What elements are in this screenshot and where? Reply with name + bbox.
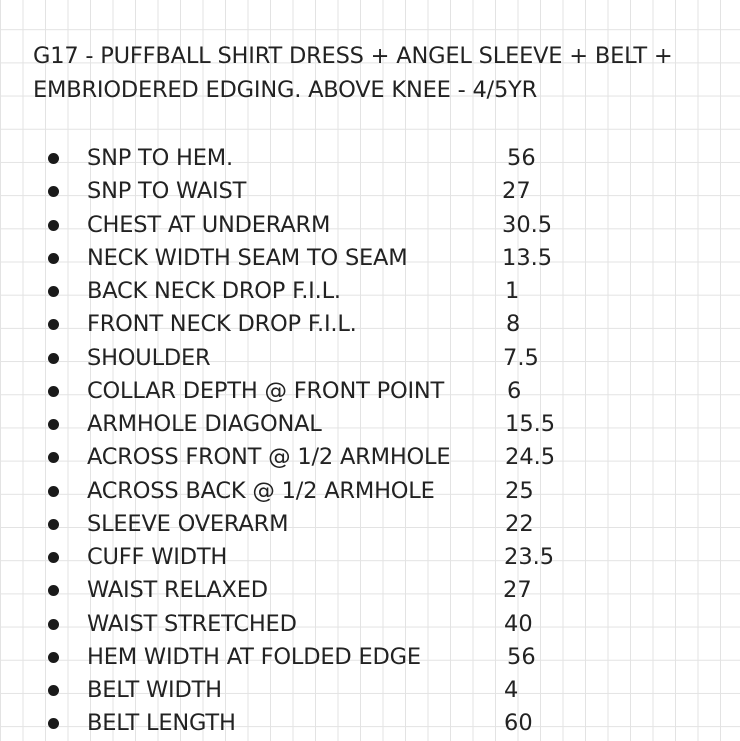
bullet-icon — [48, 486, 59, 497]
document-title — [33, 40, 723, 107]
bullet-icon — [48, 685, 59, 696]
measurement-label: ACROSS FRONT @ 1/2 ARMHOLE — [87, 444, 451, 471]
measurement-value: 40 — [504, 610, 533, 637]
measurement-label: CUFF WIDTH — [87, 544, 228, 570]
measurement-label: ACROSS BACK @ 1/2 ARMHOLE — [87, 477, 435, 504]
list-item — [0, 674, 740, 707]
bullet-icon — [48, 220, 59, 231]
measurement-value: 15.5 — [505, 411, 556, 437]
list-item — [0, 541, 740, 574]
measurement-value: 22 — [505, 510, 534, 537]
bullet-icon — [48, 652, 59, 663]
list-item — [0, 608, 740, 641]
measurement-label: ARMHOLE DIAGONAL — [87, 411, 322, 437]
measurement-value: 27 — [502, 178, 531, 205]
bullet-icon — [48, 519, 59, 530]
measurement-label: SNP TO WAIST — [87, 178, 247, 205]
measurement-value: 24.5 — [505, 444, 556, 471]
bullet-icon — [48, 286, 59, 297]
title-line-1: G17 - PUFFBALL SHIRT DRESS + ANGEL SLEEVE + BELT + — [33, 43, 673, 69]
measurement-label: SHOULDER — [87, 344, 211, 371]
list-item — [0, 574, 740, 607]
measurement-label: BELT WIDTH — [87, 677, 222, 703]
bullet-icon — [48, 386, 59, 397]
bullet-icon — [48, 552, 59, 563]
measurement-value: 56 — [507, 145, 536, 171]
list-item — [0, 242, 740, 275]
list-item — [0, 209, 740, 242]
measurement-label: NECK WIDTH SEAM TO SEAM — [87, 244, 408, 271]
measurement-value: 27 — [503, 577, 532, 604]
list-item — [0, 308, 740, 341]
list-item — [0, 408, 740, 441]
measurement-label: WAIST RELAXED — [87, 577, 268, 604]
list-item — [0, 175, 740, 208]
bullet-icon — [48, 619, 59, 630]
title-line-2: EMBRIODERED EDGING. ABOVE KNEE - 4/5YR — [33, 76, 538, 103]
measurement-label: WAIST STRETCHED — [87, 610, 297, 637]
measurement-label: BELT LENGTH — [87, 710, 236, 737]
list-item — [0, 475, 740, 508]
bullet-icon — [48, 353, 59, 364]
measurement-label: FRONT NECK DROP F.I.L. — [87, 311, 357, 338]
list-item — [0, 375, 740, 408]
bullet-icon — [48, 585, 59, 596]
measurement-label: SNP TO HEM. — [87, 145, 233, 171]
measurement-label: SLEEVE OVERARM — [87, 510, 289, 537]
measurement-label: BACK NECK DROP F.I.L. — [87, 278, 341, 304]
list-item — [0, 142, 740, 175]
list-item — [0, 641, 740, 674]
measurement-value: 13.5 — [502, 244, 553, 271]
bullet-icon — [48, 718, 59, 729]
measurement-value: 7.5 — [503, 344, 539, 371]
measurement-value: 8 — [506, 311, 521, 338]
list-item — [0, 275, 740, 308]
measurement-value: 4 — [504, 677, 519, 703]
bullet-icon — [48, 419, 59, 430]
bullet-icon — [48, 153, 59, 164]
measurement-list — [0, 142, 740, 741]
bullet-icon — [48, 319, 59, 330]
measurement-value: 30.5 — [502, 211, 553, 238]
measurement-value: 6 — [507, 377, 522, 404]
measurement-value: 60 — [504, 710, 533, 737]
measurement-label: COLLAR DEPTH @ FRONT POINT — [87, 377, 445, 404]
measurement-value: 23.5 — [504, 544, 555, 570]
bullet-icon — [48, 452, 59, 463]
bullet-icon — [48, 186, 59, 197]
list-item — [0, 508, 740, 541]
measurement-value: 1 — [505, 278, 520, 304]
measurement-label: CHEST AT UNDERARM — [87, 211, 331, 238]
list-item — [0, 441, 740, 474]
measurement-value: 56 — [507, 643, 536, 670]
list-item — [0, 342, 740, 375]
measurement-label: HEM WIDTH AT FOLDED EDGE — [87, 643, 421, 670]
bullet-icon — [48, 253, 59, 264]
measurement-value: 25 — [505, 477, 534, 504]
